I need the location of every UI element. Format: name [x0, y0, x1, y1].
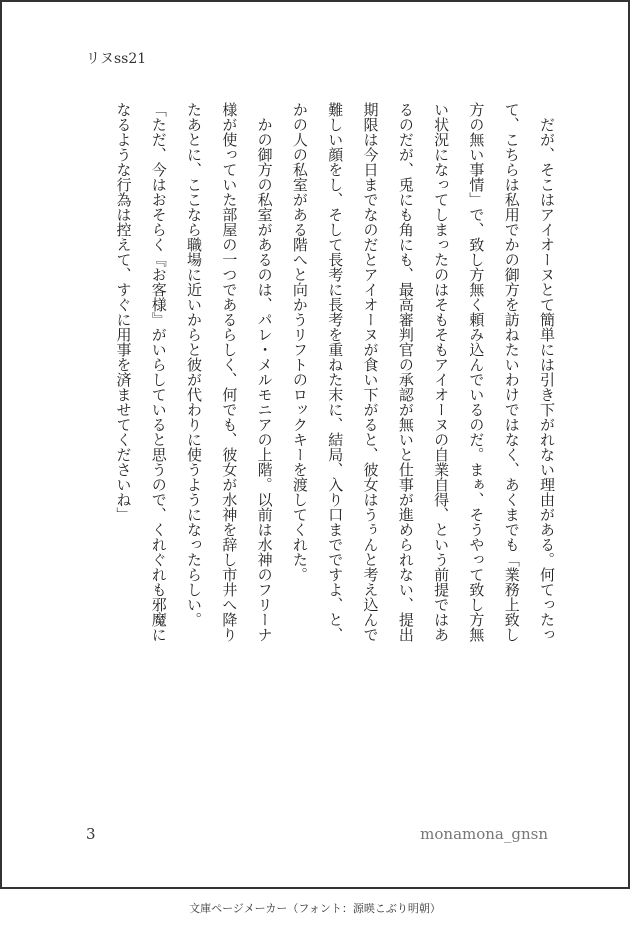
text-column: 様が使っていた部屋の一つであるらしく、何でも、彼女が水神を辞し市井へ降り [220, 102, 239, 642]
generator-caption: 文庫ページメーカー（フォント：源暎こぶり明朝） [189, 902, 441, 915]
vertical-body-text [105, 102, 564, 652]
text-column: るのだが、兎にも角にも、最高審判官の承認が無いと仕事が進められない、提出 [396, 102, 415, 642]
page-number: 3 [86, 825, 96, 843]
text-column: い状況になってしまったのはそもそもアイオーヌの自業自得、という前提ではあ [432, 102, 451, 642]
text-column: だが、そこはアイオーヌとて簡単には引き下がれない理由がある。何てったっ [538, 102, 556, 642]
text-column: 難しい顔をし、そして長考に長考を重ねた末に、結局、入り口までですよ、と、 [326, 102, 345, 642]
text-column: かの御方の私室があるのは、パレ・メルモニアの上階。以前は水神のフリーナ [255, 102, 274, 642]
text-column: 方の無い事情」で、致し方無く頼み込んでいるのだ。まぁ、そうやって致し方無 [467, 102, 486, 642]
story-title: リヌss21 [86, 51, 147, 67]
author-handle: monamona_gnsn [420, 825, 548, 843]
text-column: なるような行為は控えて、すぐに用事を済ませてくださいね」 [114, 102, 133, 522]
text-column: 「ただ、今はおそらく『お客様』がいらしていると思うので、くれぐれも邪魔に [149, 102, 168, 642]
text-column: 期限は今日までなのだとアイオーヌが食い下がると、彼女はうぅんと考え込んで [361, 102, 380, 642]
text-column: かの人の私室がある階へと向かうリフトのロックキーを渡してくれた。 [290, 102, 309, 582]
text-column: たあとに、ここなら職場に近いからと彼が代わりに使うようになったらしい。 [185, 102, 204, 627]
text-column: て、こちらは私用でかの御方を訪ねたいわけではなく、あくまでも「業務上致し [502, 102, 521, 642]
